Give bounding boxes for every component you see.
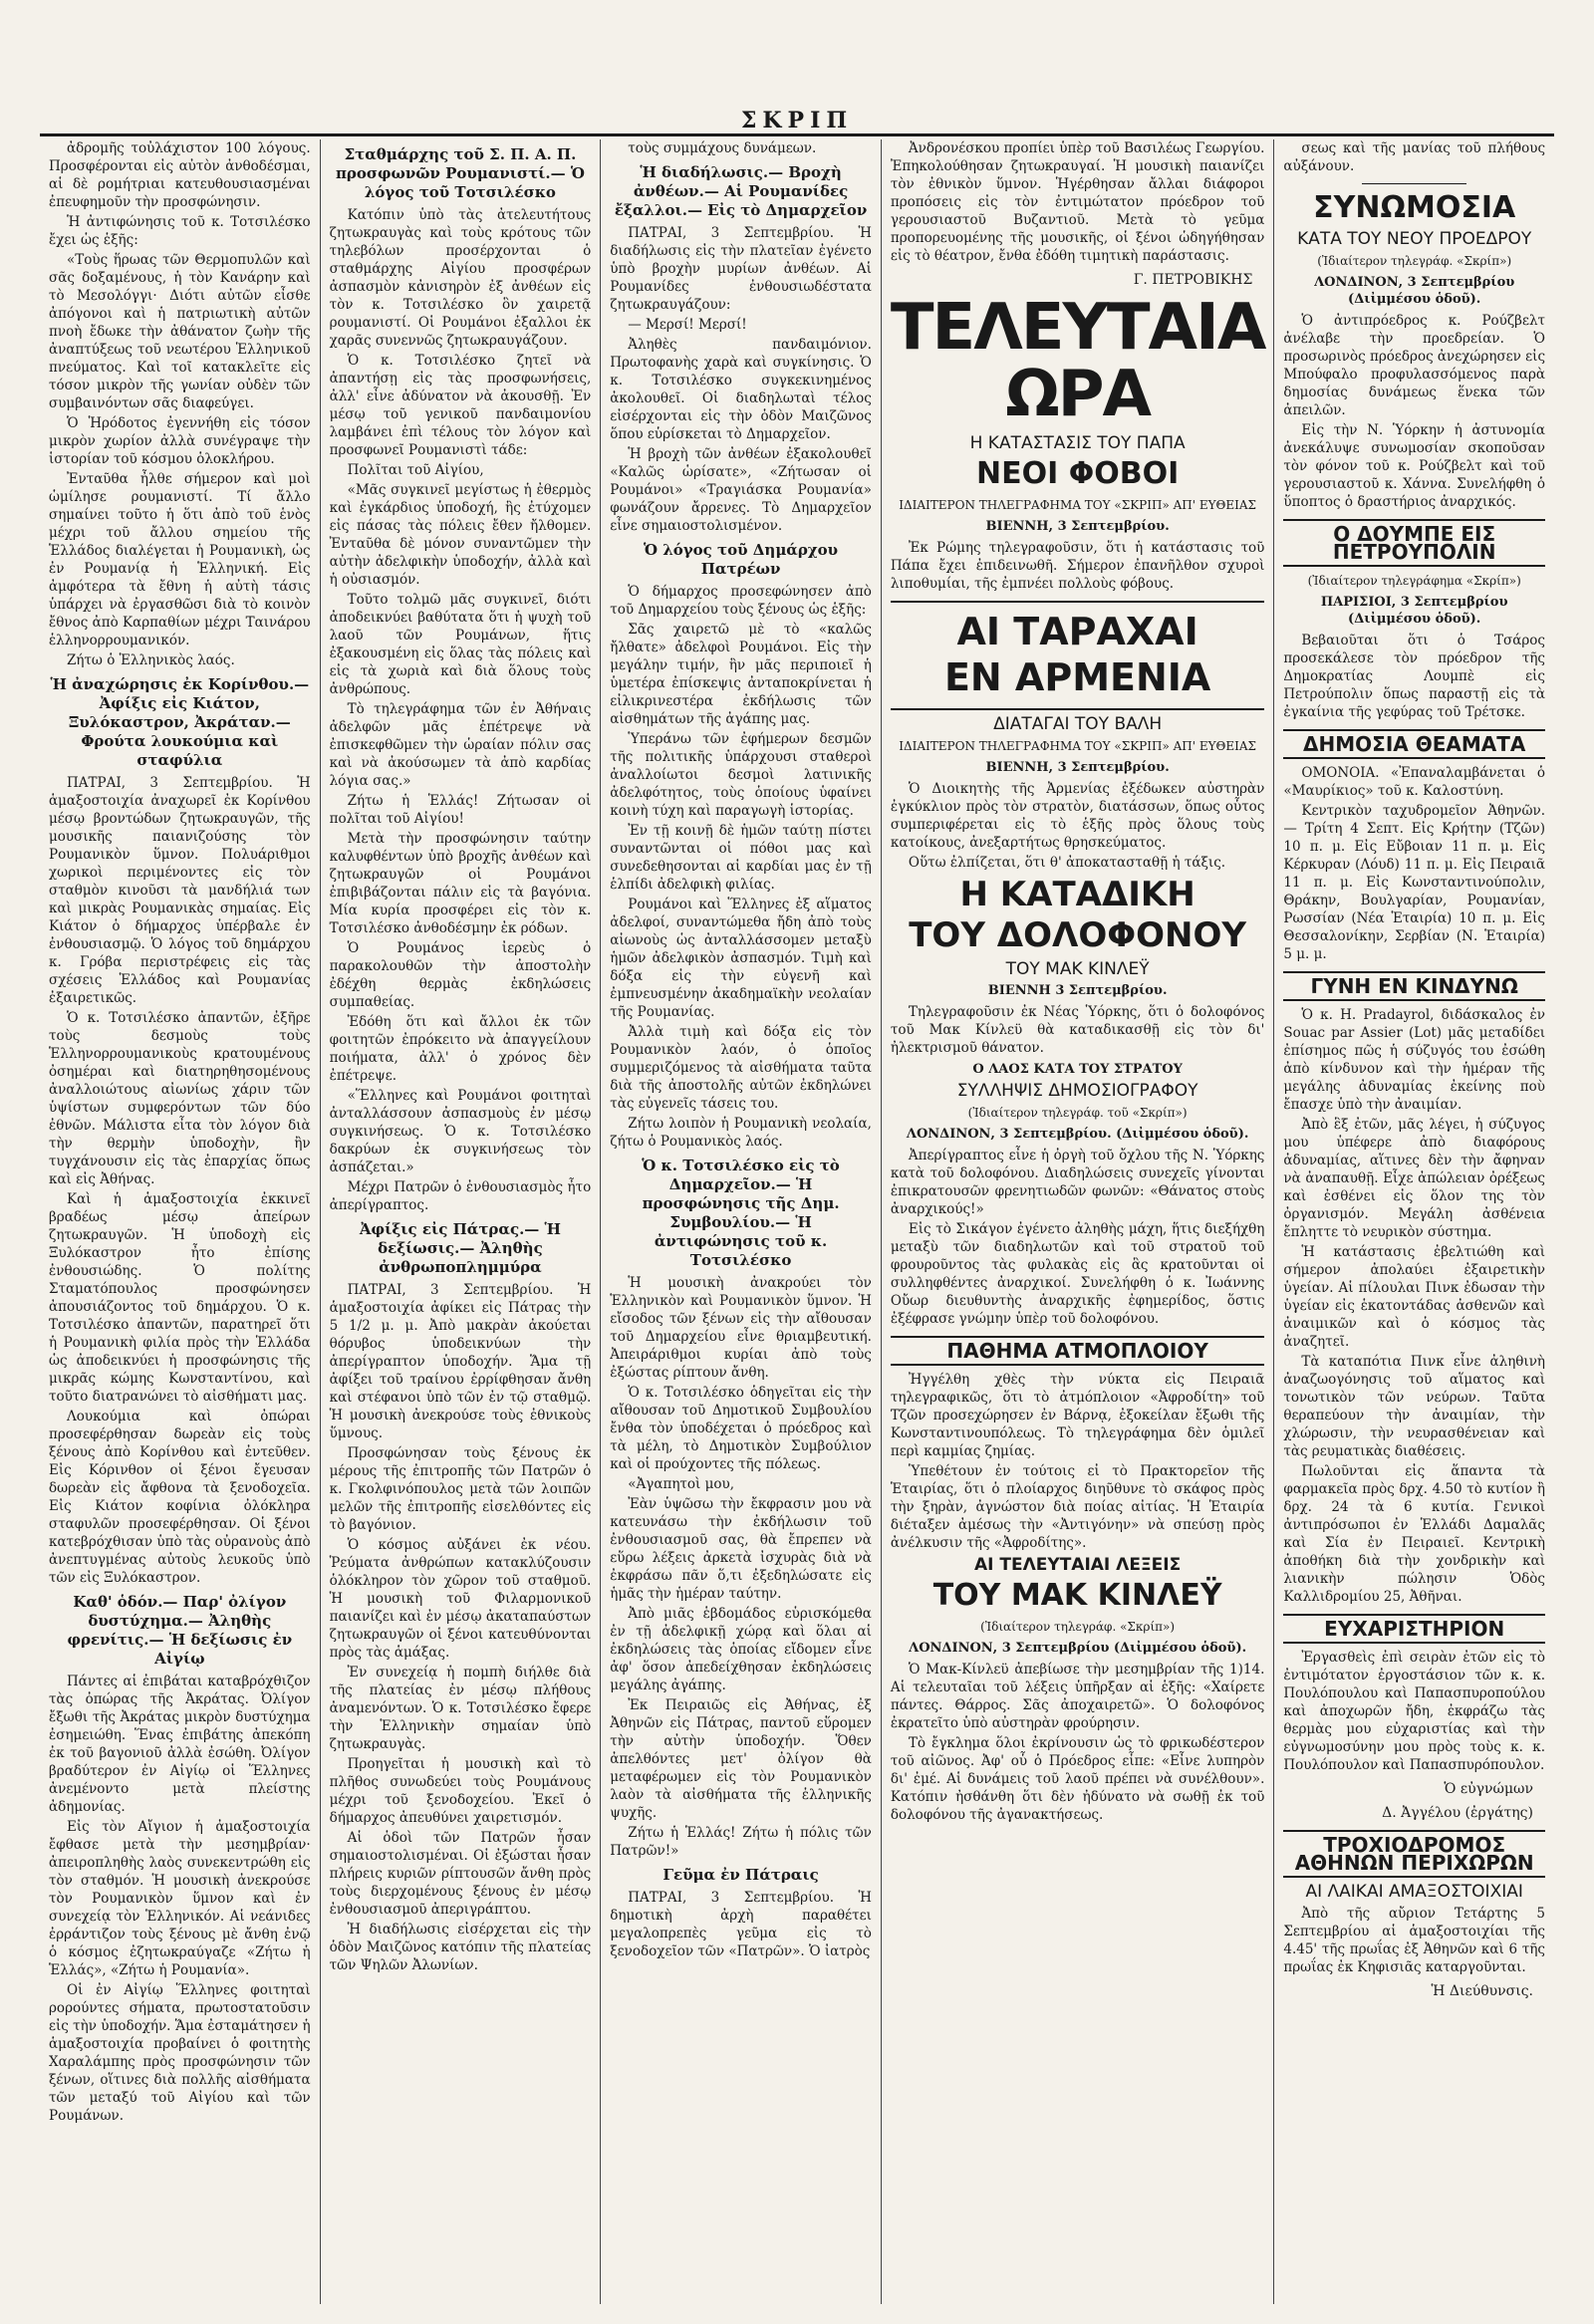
divider: [1362, 183, 1466, 184]
byline: Γ. ΠΕΤΡΟΒΙΚΗΣ: [1133, 272, 1253, 288]
article-heading: Σταθμάρχης τοῦ Σ. Π. Α. Π. προσφωνῶν Ρουμανιστί.— Ὁ λόγος τοῦ Τοτσιλέσκο: [335, 145, 585, 201]
telegram-note: ΙΔΙΑΙΤΕΡΟΝ ΤΗΛΕΓΡΑΦΗΜΑ ΤΟΥ «ΣΚΡΙΠ» ΑΠ' ΕΥΘΕΙΑΣ: [899, 497, 1257, 512]
paragraph: Εἰς τὸν Αἴγιον ἡ ἀμαξοστοιχία ἔφθασε μετὰ τὴν μεσημβρίαν· ἀπειροπληθὴς λαὸς συνεκεντρώθη εἰς τὸν σταθμόν. Ἡ μουσικὴ ἀνεκρούσε τὸν Ρουμανικὸν ὕμνον καὶ ἐν συνεχείᾳ τὸν Ἑλληνικόν. Αἱ νεάνιδες ἐρράντιζον τοὺς ξένους μὲ ἄνθη ἐνῷ ὁ κόσμος ἐζητωκραύγαζε «Ζήτω ἡ Ἑλλάς», «Ζήτω ἡ Ρουμανία».: [49, 1819, 311, 1978]
paragraph: Ὁ κ. Η. Pradayrol, διδάσκαλος ἐν Souac par Assier (Lot) μᾶς μεταδίδει ἐπίσημος πῶς ἡ σύζυγός του ἐσώθη ἀπὸ κίνδυνον καὶ τὴν ἡμέραν τῆς μεγάλης ἀδυναμίας ἐκείνης ποὺ ἔπασχε ὑπὸ τὴν ἀναιμίαν.: [1283, 1006, 1545, 1113]
paragraph: τοὺς συμμάχους δυνάμεων.: [628, 140, 817, 156]
paragraph: Ἀπὸ μιᾶς ἑβδομάδος εὑρισκόμεθα ἐν τῇ ἀδελφικῇ χώρᾳ καὶ ὅλαι αἱ ἐκδηλώσεις τὰς ὁποίας εἴδομεν εἶνε ἀφ' ὅσον ἀπεδείχθησαν ἐκδηλώσεις μεγάλης ἀγάπης.: [610, 1606, 872, 1693]
paragraph: Ἐνταῦθα ἦλθε σήμερον καὶ μοὶ ὡμίλησε ρουμανιστί. Τί ἄλλο σημαίνει τοῦτο ἡ ὅτι ἀπὸ τοῦ ἑνὸς μέχρι τοῦ ἄλλου σημείου τῆς Ἑλλάδος διαλέγεται ἡ Ρουμανικὴ, ὡς ἐν Ρουμανίᾳ ἡ Ἑλληνική. Εἰς ἀμφότερα τὰ ἔθνη ἡ αὐτὴ τάσις ὑπάρχει νὰ ἐργασθῶσι διὰ τὸ κοινὸν ἔθνος ἀπὸ Καρπαθίων μέχρι Ταινάρου ἑλληνορρουμανικόν.: [49, 471, 311, 648]
paragraph: Ὁ Ἡρόδοτος ἐγεννήθη εἰς τόσον μικρὸν χωρίον ἀλλὰ συνέγραψε τὴν ἱστορίαν τοῦ κόσμου ὁλοκλήρου.: [49, 415, 311, 467]
paragraph: — Μερσί! Μερσί!: [628, 317, 747, 333]
telegram-note: (Ἰδιαίτερον τηλεγράφ. τοῦ «Σκρίπ»): [967, 1106, 1188, 1121]
paragraph: Ἡ ἀντιφώνησις τοῦ κ. Τοτσιλέσκο ἔχει ὡς ἑξῆς:: [49, 214, 311, 248]
article-heading: Ὁ κ. Τοτσιλέσκο εἰς τὸ Δημαρχεῖον.— Ἡ προσφώνησις τῆς Δημ. Συμβουλίου.— Ἡ ἀντιφώνησις τοῦ κ. Τοτσιλέσκο: [642, 1157, 840, 1269]
paragraph: Ὁ κ. Τοτσιλέσκο ὁδηγεῖται εἰς τὴν αἴθουσαν τοῦ Δημοτικοῦ Συμβουλίου ἔνθα τὸν ὑποδέχεται ὁ πρόεδρος καὶ τὰ μέλη, τὸ Δημοτικὸν Συμβούλιον καὶ οἱ προύχοντες τῆς πόλεως.: [610, 1385, 872, 1472]
paragraph: Ἠγγέλθη χθὲς τὴν νύκτα εἰς Πειραιᾶ τηλεγραφικῶς, ὅτι τὸ ἀτμόπλοιον «Ἀφροδίτη» τοῦ Τζῶν προσεχώρησεν ἐν Βάρνᾳ, ἐξοκείλαν ἔξωθι τῆς Κωνσταντινουπόλεως. Τὸ τηλεγράφημα δὲν ὁμιλεῖ περὶ καμμίας ζημίας.: [890, 1372, 1265, 1460]
masthead: ΣΚΡΙΠ: [740, 108, 854, 133]
dateline: ΒΙΕΝΝΗ, 3 Σεπτεμβρίου.: [985, 759, 1170, 775]
dateline: ΒΙΕΝΝΗ, 3 Σεπτεμβρίου.: [985, 518, 1170, 534]
headline: ΕΝ ΑΡΜΕΝΙΑ: [943, 654, 1211, 699]
article-heading: ΓΥΝΗ ΕΝ ΚΙΝΔΥΝΩ: [1283, 971, 1545, 1001]
paragraph: Πωλοῦνται εἰς ἅπαντα τὰ φαρμακεῖα πρὸς δρχ. 4.50 τὸ κυτίον ἢ δρχ. 24 τὰ 6 κυτία. Γενικοὶ ἀντιπρόσωποι ἐν Ἑλλάδι Δαμαλᾶς καὶ Σία ἐν Πειραιεῖ. Κεντρικὴ ἀποθήκη διὰ τὴν χονδρικὴν καὶ λιανικὴν πώλησιν Ὁδὸς Καλλιδρομίου 25, Ἀθῆναι.: [1283, 1462, 1545, 1605]
column-4: [881, 139, 1274, 2304]
article-heading: ΕΥΧΑΡΙΣΤΗΡΙΟΝ: [1283, 1614, 1545, 1644]
paragraph: Προσφώνησαν τοὺς ξένους ἐκ μέρους τῆς ἐπιτροπῆς τῶν Πατρῶν ὁ κ. Γκολφινόπουλος μετὰ τῶν λοιπῶν μελῶν τῆς ἐπιτροπῆς εἰσελθόντες εἰς τὸ βαγόνιον.: [329, 1445, 592, 1533]
article-heading: Ο ΔΟΥΜΠΕ ΕΙΣ ΠΕΤΡΟΥΠΟΛΙΝ: [1283, 519, 1545, 567]
paragraph: Βεβαιοῦται ὅτι ὁ Τσάρος προσεκάλεσε τὸν πρόεδρον τῆς Δημοκρατίας Λουμπὲ εἰς Πετρούπολιν ὅπως παραστῇ εἰς τὰ ἐγκαίνια τῆς γεφύρας τοῦ Τρέτσκε.: [1283, 632, 1545, 720]
masthead-rule: [40, 133, 1554, 136]
paragraph: Τὰ καταπότια Πινκ εἶνε ἀληθινὴ ἀναζωογόνησις τοῦ αἵματος καὶ τονωτικὸν τῶν νεύρων. Ταῦτα θεραπεύουν τὴν ἀναιμίαν, τὴν χλώρωσιν, τὴν νευρασθένειαν καὶ τὰς ρευματικὰς διαθέσεις.: [1283, 1353, 1545, 1459]
paragraph: Προηγεῖται ἡ μουσικὴ καὶ τὸ πλῆθος συνωδεύει τοὺς Ρουμάνους μέχρι τοῦ ξενοδοχείου. Ἐκεῖ ὁ δήμαρχος ἀπευθύνει χαιρετισμόν.: [329, 1756, 592, 1826]
subheadline: ΚΑΤΑ ΤΟΥ ΝΕΟΥ ΠΡΟΕΔΡΟΥ: [1297, 228, 1532, 249]
headline: ΝΕΟΙ ΦΟΒΟΙ: [976, 456, 1180, 492]
paragraph: Ἐργασθεὶς ἐπὶ σειρὰν ἐτῶν εἰς τὸ ἐντιμότατον ἐργοστάσιον τῶν κ. κ. Πουλόπουλου καὶ Παπασπυροπούλου καὶ ἀποχωρῶν ἤδη, ἐκφράζω τὰς θερμὰς μου εὐχαριστίας καὶ τὴν εὐγνωμοσύνην μου πρὸς τοὺς κ. κ. Πουλόπουλον καὶ Παπασπυρόπουλον.: [1283, 1649, 1545, 1773]
article-heading: Καθ' ὁδόν.— Παρ' ὀλίγον δυστύχημα.— Ἀληθὴς φρενίτις.— Ἡ δεξίωσις ἐν Αἰγίῳ: [67, 1593, 293, 1668]
paragraph: Ἀπερίγραπτος εἶνε ἡ ὀργὴ τοῦ ὄχλου τῆς Ν. Ὑόρκης κατὰ τοῦ δολοφόνου. Διαδηλώσεις συνεχεῖς γίνονται ἐπικρατουσῶν φρενητιωδῶν φωνῶν: «Θάνατος στοὺς ἀναρχικούς!»: [890, 1148, 1265, 1218]
headline: ΤΕΛΕΥΤΑΙΑ ΩΡΑ: [890, 291, 1265, 432]
paragraph: Τηλεγραφοῦσιν ἐκ Νέας Ὑόρκης, ὅτι ὁ δολοφόνος τοῦ Μακ Κίνλεϋ θὰ καταδικασθῇ εἰς τὸν δι' ἠλεκτρισμοῦ θάνατον.: [890, 1004, 1265, 1057]
headline: ΑΙ ΤΕΛΕΥΤΑΙΑΙ ΛΕΞΕΙΣ: [974, 1555, 1182, 1576]
paragraph: Κατόπιν ὑπὸ τὰς ἀτελευτήτους ζητωκραυγὰς καὶ τοὺς κρότους τῶν τηλεβόλων προσέρχονται ὁ σταθμάρχης Αἰγίου προσφέρων ἀσπασμὸν κἀνισηρὸν ἐξ ἀνθέων εἰς τὸν κ. Τοτσιλέσκο ὃν χαιρετᾷ ρουμανιστί. Οἱ Ρουμάνοι ἐξαλλοι ἐκ χαρᾶς συνεννῶς ζητωκραυγάζουν.: [329, 207, 592, 349]
headline: ΣΥΝΩΜΟΣΙΑ: [1313, 190, 1516, 225]
paragraph: Ὁ δήμαρχος προσεφώνησεν ἀπὸ τοῦ Δημαρχείου τοὺς ξένους ὡς ἑξῆς:: [610, 584, 872, 618]
telegram-note: (Ἰδιαίτερον τηλεγράφ. «Σκρίπ»): [1317, 253, 1512, 268]
telegram-note: ΙΔΙΑΙΤΕΡΟΝ ΤΗΛΕΓΡΑΦΗΜΑ ΤΟΥ «ΣΚΡΙΠ» ΑΠ' ΕΥΘΕΙΑΣ: [899, 738, 1257, 753]
paragraph: Ἐδόθη ὅτι καὶ ἄλλοι ἐκ τῶν φοιτητῶν ἐπρόκειτο νὰ ἀπαγγείλουν ποιήματα, ἀλλ' ὁ χρόνος δὲν ἐπέτρεψε.: [329, 1014, 592, 1084]
telegram-note: (Ἰδιαίτερον τηλεγράφημα «Σκρίπ»): [1307, 573, 1521, 588]
paragraph: Ὁ κ. Τοτσιλέσκο ἀπαντῶν, ἐξῆρε τοὺς δεσμοὺς τοὺς Ἑλληνορρουμανικοὺς κρατουμένους ὀσημέραι καὶ διατηρηθησομένους ἀναλλοιώτους αἰωνίως χάριν τῶν ὑψίστων συμφερόντων τῶν δύο ἐθνῶν. Μάλιστα εἶτα τὸν λόγον διὰ τὴν θερμὴν ὑποδοχὴν, ἢν τυγχάνουσιν εἰς τὰς ἐπαρχίας ὅπως καὶ εἰς Ἀθήνας.: [49, 1010, 311, 1187]
headline: ΑΙ ΤΑΡΑΧΑΙ: [956, 609, 1198, 653]
headline: ΤΟΥ ΔΟΛΟΦΟΝΟΥ: [909, 915, 1247, 956]
article-heading: ΤΡΟΧΙΟΔΡΟΜΟΣ ΑΘΗΝΩΝ ΠΕΡΙΧΩΡΩΝ: [1283, 1830, 1545, 1878]
article-heading: ΠΑΘΗΜΑ ΑΤΜΟΠΛΟΙΟΥ: [891, 1336, 1265, 1366]
paragraph: Ἐν τῇ κοινῇ δὲ ἡμῶν ταύτῃ πίστει συναντῶνται οἱ πόθοι μας καὶ συνεδεθησονται αἱ καρδίαι μας ἐν τῇ ἑλπίδι ἀδελφικὴ φιλίας.: [610, 823, 872, 893]
paragraph: Καὶ ἡ ἁμαξοστοιχία ἐκκινεῖ βραδέως μέσῳ ἀπείρων ζητωκραυγῶν. Ἡ ὑποδοχὴ εἰς Ξυλόκαστρον ἦτο ἐπίσης ἐνθουσιώδης. Ὁ πολίτης Σταματόπουλος προσφώνησεν ἀπουσιάζοντος τοῦ δημάρχου. Ὁ κ. Τοτσιλέσκο ἀπαντῶν, παρατηρεῖ ὅτι ἡ Ρουμανικὴ φιλία πρὸς τὴν Ἑλλάδα ὡς ἀποδεικνύει ἡ προσφώνησις τῆς μικρᾶς κώμης Κωνσταντίνου, καὶ τοῦτο διατρανώνει τὸ αἰσθήματι μας.: [49, 1191, 311, 1405]
paragraph: Ἡ διαδήλωσις εἰσέρχεται εἰς τὴν ὁδὸν Μαιζῶνος κατόπιν τῆς πλατείας τῶν Ψηλῶν Ἀλωνίων.: [329, 1922, 592, 1973]
article-heading: Ο ΛΑΟΣ ΚΑΤΑ ΤΟΥ ΣΤΡΑΤΟΥ: [972, 1062, 1183, 1078]
headline-box: [891, 601, 1265, 710]
paragraph: Οὕτω ἐλπίζεται, ὅτι θ' ἀποκατασταθῇ ἡ τάξις.: [908, 854, 1226, 871]
paragraph: Ἀνδρονέσκου προπίει ὑπὲρ τοῦ Βασιλέως Γεωργίου. Ἐπηκολούθησαν ζητωκραυγαί. Ἡ μουσικὴ παιανίζει τὸν ἐθνικὸν ὕμνον. Ἡγέρθησαν ἄλλαι διάφοροι προπόσεις εἰς τὸν ἐντιμώτατον πρόεδρον τοῦ γερουσιαστοῦ Βυζαντιοῦ. Μετὰ τὸ γεῦμα προπορευομένης τῆς μουσικῆς, οἱ ξένοι ὡδηγήθησαν εἰς τὸ θέατρον, ἔνθα ἐδόθη τιμητικὴ παράστασις.: [890, 140, 1265, 264]
paragraph: Ὁ κ. Τοτσιλέσκο ζητεῖ νὰ ἀπαντήσῃ εἰς τὰς προσφωνήσεις, ἀλλ' εἶνε ἀδύνατον νὰ ἀκουσθῇ. Ἐν μέσῳ τοῦ γενικοῦ πανδαιμονίου λαμβάνει ἐπὶ τέλους τὸν λόγον καὶ προσφωνεῖ Ρουμανιστὶ τάδε:: [329, 353, 592, 458]
paragraph: Ὁ Μακ-Κίνλεϋ ἀπεβίωσε τὴν μεσημβρίαν τῆς 1)14. Αἱ τελευταῖαι τοῦ λέξεις ὑπῆρξαν αἱ ἑξῆς: «Χαίρετε πάντες. Θάρρος. Σᾶς ἀποχαιρετῶ». Ὁ δολοφόνος ἐκρατεῖτο ὑπὸ αὐστηρὰν φρούρησιν.: [890, 1661, 1265, 1731]
paragraph: Ὑπεράνω τῶν ἐφήμερων δεσμῶν τῆς πολιτικῆς ὑπάρχουσι σταθεροὶ ἀναλλοίωτοι δεσμοὶ λατινικῆς ἀδελφότητος, τοὺς ὁποίους ὑφαίνει κοινὴ τύχη καὶ παραγωγὴ ἱστορίας.: [610, 731, 872, 819]
paragraph: Ἀπὸ τῆς αὔριον Τετάρτης 5 Σεπτεμβρίου αἱ ἁμαξοστοιχίαι τῆς 4.45' τῆς πρωΐας ἐξ Ἀθηνῶν καὶ 6 τῆς πρωΐας ἐκ Κηφισιᾶς καταργοῦνται.: [1283, 1905, 1545, 1975]
dateline: ΒΙΕΝΝΗ 3 Σεπτεμβρίου.: [987, 983, 1168, 999]
paragraph: «Τοὺς ἥρωας τῶν Θερμοπυλῶν καὶ σᾶς δοξαμένους, ἡ τὸν Κανάρην καὶ τὸ Μεσολόγγι· Διότι αὐτῶν εἶσθε ἀπόγονοι καὶ ἡ πατριωτικὴ αὐτῶν πνοὴ ἔδωκε τὴν ἀθάνατον ζωὴν τῆς ἀναπτύξεως τοῦ νεωτέρου Ἑλληνικοῦ πνεύματος. Καὶ τοῖ κατακλεῖτε εἰς τόσον μικρὸν τῆς γωνίαν οὐδὲν τῶν συμβαινόντων σᾶς διαφεύγει.: [49, 252, 311, 411]
paragraph: Ὁ κόσμος αὐξάνει ἐκ νέου. Ῥεύματα ἀνθρώπων κατακλύζουσιν ὁλόκληρον τὸν χῶρον τοῦ σταθμοῦ. Ἡ μουσικὴ τοῦ Φιλαρμονικοῦ παιανίζει καὶ ἐν μέσῳ ἀκαταπαύστων ζητωκραυγῶν οἱ ξένοι κατευθύνονται πρὸς τὰς ἁμάξας.: [329, 1537, 592, 1661]
paragraph: Τὸ ἔγκλημα ὅλοι ἐκρίνουσιν ὡς τὸ φρικωδέστερον τοῦ αἰῶνος. Ἀφ' οὗ ὁ Πρόεδρος εἶπε: «Εἶνε λυπηρὸν δι' ἐμέ. Αἱ δυνάμεις τοῦ λαοῦ πρέπει νὰ συνέλθουν». Κατόπιν ἠσθάνθη ὅτι δὲν ἠδύνατο νὰ σωθῇ ἐκ τοῦ δολοφόνου τῆς ἀγανακτήσεως.: [890, 1734, 1265, 1823]
subheadline: Η ΚΑΤΑΣΤΑΣΙΣ ΤΟΥ ΠΑΠΑ: [969, 433, 1186, 454]
paragraph: Ζήτω ὁ Ἑλληνικὸς λαός.: [67, 652, 235, 668]
paragraph: Αἱ ὁδοὶ τῶν Πατρῶν ἦσαν σημαιοστολισμέναι. Οἱ ἐξώσται ἦσαν πλήρεις κυριῶν ρίπτουσῶν ἄνθη πρὸς τοὺς διερχομένους ξένους ἐν μέσῳ ἐνθουσιασμοῦ ἀπεριγράπτου.: [329, 1830, 592, 1918]
paragraph: Σᾶς χαιρετῶ μὲ τὸ «καλῶς ἤλθατε» ἀδελφοὶ Ρουμάνοι. Εἰς τὴν μεγάλην τιμήν, ἣν μᾶς περιποιεῖ ἡ ὑμετέρα ἐπίσκεψις ἀνταποκρίνεται ἡ εἰλικρινεστέρα ἐκδήλωσις τῶν αἰσθημάτων τῆς ἀγάπης μας.: [610, 622, 872, 727]
signature-name: Ἡ Διεύθυνσις.: [1431, 1982, 1533, 1999]
article-heading: Ἡ ἀναχώρησις ἐκ Κορίνθου.— Ἀφίξις εἰς Κιάτον, Ξυλόκαστρον, Ἀκράταν.— Φρούτα λουκούμια καὶ σταφύλια: [50, 675, 310, 769]
paragraph: «Ἕλληνες καὶ Ρουμάνοι φοιτηταὶ ἀνταλλάσσουν ἀσπασμοὺς ἐν μέσῳ συγκινήσεως. Ὁ κ. Τοτσιλέσκο δακρύων ἐκ συγκινήσεως τὸν ἀσπάζεται.»: [329, 1088, 592, 1175]
column-5: [1273, 139, 1554, 2304]
paragraph: Ζήτω ἡ Ἑλλάς! Ζήτω ἡ πόλις τῶν Πατρῶν!»: [610, 1825, 872, 1859]
telegram-note: (Ἰδιαίτερον τηλεγράφ. «Σκρίπ»): [980, 1619, 1176, 1634]
paragraph: Εἰς τὴν Ν. Ὑόρκην ἡ ἀστυνομία ἀνεκάλυψε συνωμοσίαν σκοποῦσαν τὸν φόνον τοῦ κ. Ρούζβελτ καὶ τοῦ γερουσιαστοῦ κ. Χάννα. Συνελήφθη ὁ ὕποπτος ὁ δραστήριος ἀναρχικός.: [1283, 421, 1545, 510]
paragraph: Ὁ Διοικητὴς τῆς Ἀρμενίας ἐξέδωκεν αὐστηρὰν ἐγκύκλιον πρὸς τὸν στρατὸν, διατάσσων, ὅπως οὗτος συμπεριφέρεται εἰς τὸ ἑξῆς πρὸς ὅλους τοὺς κατοίκους, ἀνεξαρτήτως θρησκεύματος.: [890, 780, 1265, 851]
paragraph: ΠΑΤΡΑΙ, 3 Σεπτεμβρίου. Ἡ δημοτικὴ ἀρχὴ παραθέτει μεγαλοπρεπὲς γεῦμα εἰς τὸ ξενοδοχεῖον τῶν «Πατρῶν». Ὁ ἰατρὸς: [610, 1890, 872, 1959]
paragraph: Ἐκ Πειραιῶς εἰς Ἀθήνας, ἐξ Ἀθηνῶν εἰς Πάτρας, παντοῦ εὕρομεν τὴν αὐτὴν ὑποδοχήν. Ὅθεν ἀπελθόντες μετ' ὀλίγον θὰ μεταφέρωμεν εἰς τὸν Ρουμανικὸν λαὸν τὰ αἰσθήματα τῆς ἑλληνικῆς ψυχῆς.: [610, 1697, 872, 1821]
paragraph: Ὁ ἀντιπρόεδρος κ. Ρούζβελτ ἀνέλαβε τὴν προεδρείαν. Ὁ προσωρινὸς πρόεδρος ἀνεχώρησεν εἰς Μπούφαλο προφυλασσόμενος παρὰ δημοσίας δυνάμεως ἕνεκα τῶν ἀπειλῶν.: [1283, 312, 1546, 418]
article-heading: Γεῦμα ἐν Πάτραις: [663, 1866, 819, 1884]
paragraph: Πάντες αἱ ἐπιβάται καταβρόχθιζον τὰς ὀπώρας τῆς Ἀκράτας. Ὀλίγον ἔξωθι τῆς Ἀκράτας μικρὸν δυστύχημα ἐσημειώθη. Ἕνας ἐπιβάτης ἀπεκόπη ἐκ τοῦ βαγονιοῦ ἀλλὰ ἐσώθη. Ὀλίγον βραδύτερον ἐν Αἰγίῳ οἱ Ἕλληνες ἀνεμένοντο μετὰ πλείστης ἀδημονίας.: [49, 1674, 311, 1815]
paragraph: «Ἀγαπητοὶ μου,: [628, 1476, 734, 1492]
paragraph: Ἡ βροχὴ τῶν ἀνθέων ἐξακολουθεῖ «Καλῶς ὡρίσατε», «Ζήτωσαν οἱ Ρουμάνοι» «Τραγιάσκα Ρουμανία» φωνάζουν ἄρρενες. Τὸ Δημαρχεῖον εἶνε σημαιοστολισμένον.: [610, 446, 872, 534]
paragraph: Μετὰ τὴν προσφώνησιν ταύτην καλυφθέντων ὑπὸ βροχῆς ἀνθέων καὶ ζητωκραυγῶν οἱ Ρουμάνοι ἐπιβιβάζονται πάλιν εἰς τὰ βαγόνια. Μία κυρία προσφέρει εἰς τὸν κ. Τοτσιλέσκο ἀνθοδέσμην ἐκ ρόδων.: [329, 831, 592, 936]
dateline: ΛΟΝΔΙΝΟΝ, 3 Σεπτεμβρίου (Διἰμμέσου ὁδοῦ).: [909, 1640, 1247, 1656]
paragraph: Ἀληθὲς πανδαιμόνιον. Πρωτοφανὴς χαρὰ καὶ συγκίνησις. Ὁ κ. Τοτσιλέσκο συγκεκινημένος ἀκολουθεῖ. Οἱ διαδηλωταὶ τέλος εἰσέρχονται εἰς τὴν ὁδὸν Μαιζῶνος ὅπου εὑρίσκεται τὸ Δημαρχεῖον.: [610, 337, 872, 442]
signature-line: Ὁ εὐγνώμων: [1444, 1780, 1533, 1797]
dateline: ΛΟΝΔΙΝΟΝ, 3 Σεπτεμβρίου. (Διἰμμέσου ὁδοῦ).: [906, 1127, 1249, 1143]
paragraph: Ἡ μουσικὴ ἀνακρούει τὸν Ἑλληνικὸν καὶ Ρουμανικὸν ὕμνον. Ἡ εἴσοδος τῶν ξένων εἰς τὴν αἴθουσαν τοῦ Δημαρχείου εἶνε θριαμβευτική. Ἀπειράριθμοι κυρίαι ἀπὸ τοὺς ἐξώστας ρίπτουν ἄνθη.: [610, 1275, 872, 1381]
dateline: ΠΑΡΙΣΙΟΙ, 3 Σεπτεμβρίου (Διἰμμέσου ὁδοῦ).: [1320, 594, 1508, 627]
paragraph: ΠΑΤΡΑΙ, 3 Σεπτεμβρίου. Ἡ ἁμαξοστοιχία ἀφίκει εἰς Πάτρας τὴν 5 1/2 μ. μ. Ἀπὸ μακρὰν ἀκούεται θόρυβος ὑποδεικνύων τὴν ἀπερίγραπτον ὑποδοχήν. Ἅμα τῇ ἀφίξει τοῦ τραίνου ἐρρίφθησαν ἄνθη καὶ στέφανοι ὑπὸ τῶν ἐν τῷ σταθμῷ. Ἡ μουσικὴ ἀνεκρούσε τοὺς ἐθνικοὺς ὕμνους.: [329, 1282, 592, 1441]
paragraph: «Μᾶς συγκινεῖ μεγίστως ἡ ἐθερμὸς καὶ ἐγκάρδιος ὑποδοχή, ἣς ἐτύχομεν εἰς πάσας τὰς πόλεις ἔθεν ἤλθομεν. Ἐνταῦθα δὲ μόνον συναντῶμεν τὴν αὐτὴν ἀδελφικὴν ὑποδοχήν, ἀλλὰ καὶ ἡ οὐσιασμόν.: [329, 482, 592, 588]
headline: ΤΟΥ ΜΑΚ ΚΙΝΛΕΫ: [932, 1578, 1222, 1614]
columns: [40, 139, 1554, 2304]
subheadline: ΑΙ ΛΑΙΚΑΙ ΑΜΑΞΟΣΤΟΙΧΙΑΙ: [1305, 1881, 1523, 1902]
paragraph: Λουκούμια καὶ ὀπώραι προσεφέρθησαν δωρεὰν εἰς τοὺς ξένους ἀπὸ Κορίνθου καὶ ἐντεῦθεν. Εἰς Κόρινθον οἱ ξένοι ἔγευσαν δωρεὰν εἰς ἄφθονα τὰ ξενοδοχεῖα. Εἰς Κιάτον κοφίνια ὀλόκληρα σταφυλῶν προσεφέρθησαν. Οἱ ξένοι κατεβρόχθισαν ὑπὸ τὰς οὐρανοὺς ἀπὸ ἀνεπτυγμένας αὐτοὺς λευκοῦς ὑπὸ τῶν εἰς Ξυλόκαστρον.: [49, 1409, 311, 1586]
column-1: [40, 139, 320, 2304]
paragraph: Ὑπεθέτουν ἐν τούτοις εἰ τὸ Πρακτορεῖον τῆς Ἑταιρίας, ὅτι ὁ πλοίαρχος διηῦθυνε τὸ σκάφος πρὸς τὴν ξηρὰν, ἀγνώστον διὰ ποίας αἰτίας. Ἡ Ἑταιρία διέταξεν ἀμέσως τὴν «Ἀντιγόνην» νὰ σπεύσῃ πρὸς ἀνέλκυσιν τῆς «Ἀφροδίτης».: [890, 1463, 1265, 1552]
paragraph: Ἀλλὰ τιμὴ καὶ δόξα εἰς τὸν Ρουμανικὸν λαόν, ὁ ὁποῖος συμμεριζόμενος τὰ αἰσθήματα ταῦτα διὰ τῆς ἀποστολῆς αὐτῶν ἐκδηλώνει τὰς εὐγενεῖς τάσεις του.: [610, 1024, 872, 1112]
paragraph: Ζήτω ἡ Ἑλλάς! Ζήτωσαν οἱ πολῖται τοῦ Αἰγίου!: [329, 793, 592, 827]
article-heading: Ἀφίξις εἰς Πάτρας.— Ἡ δεξίωσις.— Ἀληθὴς ἀνθρωποπλημμύρα: [359, 1220, 561, 1276]
paragraph: Ἐν συνεχείᾳ ἡ πομπὴ διήλθε διὰ τῆς πλατείας ἐν μέσῳ πλήθους ἀναμενόντων. Ὁ κ. Τοτσιλέσκο ἔφερε τὴν Ἑλληνικὴν σημαίαν ὑπὸ ζητωκραυγὰς.: [329, 1665, 592, 1752]
paragraph: Κεντρικὸν ταχυδρομεῖον Ἀθηνῶν.— Τρίτη 4 Σεπτ. Εἰς Κρήτην (Τζῶν) 10 π. μ. Εἰς Εὔβοιαν 11 π. μ. Εἰς Κέρκυραν (Λόυδ) 11 π. μ. Εἰς Πειραιᾶ 11 π. μ. Εἰς Κωνσταντινούπολιν, Θράκην, Βουλγαρίαν, Ρουμανίαν, Ρωσσίαν (Νέα Ἑταιρία) 10 π. μ. Εἰς Θεσσαλονίκην, Σερβίαν (Ν. Ἑταιρία) 5 μ. μ.: [1283, 802, 1545, 962]
headline: Η ΚΑΤΑΔΙΚΗ: [959, 874, 1196, 914]
paragraph: ΠΑΤΡΑΙ, 3 Σεπτεμβρίου. Ἡ ἁμαξοστοιχία ἀναχωρεῖ ἐκ Κορίνθου μέσῳ βροντώδων ζητωκραυγῶν, τῆς μουσικῆς παιανιζούσης τὸν Ρουμανικὸν ὕμνον. Πολυάριθμοι χωρικοὶ περιμένοντες εἰς τὸν σταθμὸν κινοῦσι τὰ μανδήλιά των καὶ μικρὰς Ρουμανικὰς σημαίας. Εἰς Κιάτον ὁ δήμαρχος ὑπέρβαλε ἐν ἐνθουσιασμῷ. Ὁ λόγος τοῦ δημάρχου κ. Γρόβα περιστρέφεις εἰς τὰς σχέσεις Ἑλλάδος καὶ Ρουμανίας ἐξαιρετικῶς.: [49, 775, 311, 1006]
subheadline: ΔΙΑΤΑΓΑΙ ΤΟΥ ΒΑΛΗ: [993, 713, 1163, 734]
paragraph: Ἀπὸ ἓξ ἐτῶν, μᾶς λέγει, ἡ σύζυγος μου ὑπέφερε ἀπὸ διαφόρους ἀδυναμίας, αἵτινες δὲν τὴν ἄφηναν νὰ ἀναπαυθῇ. Εἶχε ἀπώλειαν ὀρέξεως καὶ ἐσθένει εἰς ὅλον της τὸν ὀργανισμόν. Μεγάλη ἀσθένεια ἔπληττε τὸ νευρικὸν σύστημα.: [1283, 1116, 1545, 1240]
dateline: ΛΟΝΔΙΝΟΝ, 3 Σεπτεμβρίου (Διἰμμέσου ὁδοῦ).: [1314, 274, 1515, 307]
column-2: [320, 139, 601, 2304]
paragraph: Ζήτω λοιπὸν ἡ Ρουμανικὴ νεολαία, ζήτω ὁ Ρουμανικὸς λαός.: [610, 1116, 872, 1150]
paragraph: Οἱ ἐν Αἰγίῳ Ἕλληνες φοιτηταὶ ρορούντες σήματα, πρωτοστατοῦσιν εἰς τὴν ὑποδοχήν. Ἅμα ἐσταμάτησεν ἡ ἁμαξοστοιχία προβαίνει ὁ φοιτητὴς Χαραλάμπης πρὸς προσφώνησιν τῶν ξένων, οἵτινες διὰ πολλῆς αἰσθήματα τῶν μεταξύ τοῦ Αἰγίου καὶ τῶν Ρουμάνων.: [49, 1982, 311, 2124]
subheadline: ΣΥΛΛΗΨΙΣ ΔΗΜΟΣΙΟΓΡΑΦΟΥ: [956, 1081, 1198, 1102]
paragraph: Ἐὰν ὑψῶσω τὴν ἔκφρασιν μου νὰ κατευνάσω τὴν ἐκδήλωσιν τοῦ ἐνθουσιασμοῦ σας, θὰ ἔπρεπεν νὰ εὕρω λέξεις ἀρκετὰ ἰσχυρὰς διὰ νὰ ἐκφράσω πᾶν ὅ,τι ἐξεδηλώσατε εἰς ἡμᾶς τὴν ἡμέραν ταύτην.: [610, 1496, 872, 1602]
paragraph: Ρουμάνοι καὶ Ἕλληνες ἐξ αἵματος ἀδελφοί, συναντώμεθα ἤδη ἀπὸ τοὺς αἰωνοὺς ὡς ἀνταλλάσσομεν μεταξὺ ἡμῶν ἀδελφικὸν ἀσπασμόν. Τιμὴ καὶ δόξα εἰς τὴν εὐγενῆ καὶ ἐμπνευσμένην ἀκαδημαϊκὴν νεολαίαν τῆς Ρουμανίας.: [610, 897, 872, 1020]
paragraph: Ὁ Ρουμάνος ἰερεὺς ὁ παρακολουθῶν τὴν ἀποστολὴν ἐδέχθη θερμὰς ἐκδηλώσεις συμπαθείας.: [329, 940, 592, 1010]
paragraph: ἀδρομῆς τοὐλάχιστον 100 λόγους. Προσφέρονται εἰς αὐτὸν ἀνθοδέσμαι, αἱ δὲ ρομήτριαι κατευθουσιασμέναι ἐπευφημοῦν τὴν προσφώνησιν.: [49, 140, 311, 210]
paragraph: Πολῖται τοῦ Αἰγίου,: [347, 462, 484, 478]
paragraph: Εἰς τὸ Σικάγον ἐγένετο ἀληθὴς μάχη, ἥτις διεξήχθη μεταξὺ τῶν διαδηλωτῶν καὶ τοῦ στρατοῦ τοῦ φρουροῦντος τὰς φυλακὰς εἰς ἃς κρατοῦνται οἱ συλληφθέντες ἀναρχικοί. Συνελήφθη ὁ κ. Ἰωάννης Οὔωρ διευθυντὴς ἀναρχικῆς ἐφημερίδος, ὅστις ἐξέφρασε γνώμην ὑπὲρ τοῦ δολοφόνου.: [890, 1221, 1265, 1328]
column-3: [600, 139, 881, 2304]
paragraph: Τοῦτο τολμῶ μᾶς συγκινεῖ, διότι ἀποδεικνύει βαθύτατα ὅτι ἡ ψυχὴ τοῦ λαοῦ τῶν Ρουμάνων, ἥτις ἐξακουσμένη εἰς ὅλας τὰς πόλεις καὶ εἰς τὰ χωριὰ καὶ διὰ ὅλους τοὺς ἀνθρώπους.: [329, 592, 592, 697]
paragraph: ΟΜΟΝΟΙΑ. «Ἐπαναλαμβάνεται ὁ «Μαυρίκιος» τοῦ κ. Καλοστύνη.: [1283, 764, 1545, 799]
paragraph: Ἐκ Ρώμης τηλεγραφοῦσιν, ὅτι ἡ κατάστασις τοῦ Πάπα ἔχει ἐπιδεινωθῆ. Σήμερον ἐπανῆλθον σχυροὶ λιποθυμίαι, τῆς ἐμπνέει πολλοὺς φόβους.: [890, 539, 1265, 592]
paragraph: σεως καὶ τῆς μανίας τοῦ πλήθους αὐξάνουν.: [1283, 140, 1545, 174]
paragraph: Μέχρι Πατρῶν ὁ ἐνθουσιασμὸς ἦτο ἀπερίγραπτος.: [329, 1179, 592, 1213]
article-heading: ΔΗΜΟΣΙΑ ΘΕΑΜΑΤΑ: [1283, 729, 1545, 759]
paragraph: Ἡ κατάστασις ἐβελτιώθη καὶ σήμερον ἀπολαύει ἐξαιρετικὴν ὑγείαν. Αἱ πίλουλαι Πινκ ἐδωσαν τὴν ὑγείαν εἰς ἑκατοντάδας ἀσθενῶν καὶ ἀναιμικῶν καὶ ὁ κόσμος τὰς ἀναζητεῖ.: [1283, 1243, 1545, 1350]
paragraph: Τὸ τηλεγράφημα τῶν ἐν Ἀθήναις ἀδελφῶν μᾶς ἐπέτρεψε νὰ ἐπισκεφθῶμεν τὴν ὡραίαν πόλιν σας καὶ νὰ ἀκούσωμεν τὰ ἀπὸ καρδίας λόγια σας.»: [329, 701, 592, 789]
subheadline: ΤΟΥ ΜΑΚ ΚΙΝΛΕΫ: [1005, 959, 1150, 980]
article-heading: Ἡ διαδήλωσις.— Βροχὴ ἀνθέων.— Αἱ Ρουμανίδες ἔξαλλοι.— Εἰς τὸ Δημαρχεῖον: [614, 163, 868, 219]
article-heading: Ὁ λόγος τοῦ Δημάρχου Πατρέων: [644, 541, 839, 578]
signature-name: Δ. Ἀγγέλου (ἐργάτης): [1382, 1804, 1533, 1821]
paragraph: ΠΑΤΡΑΙ, 3 Σεπτεμβρίου. Ἡ διαδήλωσις εἰς τὴν πλατεῖαν ἐγένετο ὑπὸ βροχὴν μυρίων ἀνθέων. Αἱ Ρουμανίδες ἐνθουσιωδέστατα ζητωκραυγάζουν:: [610, 225, 872, 313]
